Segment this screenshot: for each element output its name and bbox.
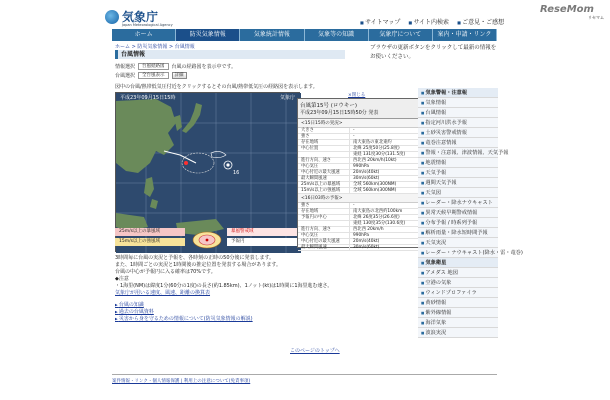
nav-about[interactable]: 気象庁について (369, 29, 433, 41)
map-agency: 気象庁 (279, 95, 295, 101)
body-line: ・1海里(NM)は緯度1分(60分の1度)の長さ(約1.85km)、1ノット(kt)は1時間に1海里進む速さ。 (115, 283, 333, 289)
legend-storm-25: 25m/s以上の暴風域 (115, 228, 185, 236)
conversion-table-link[interactable]: 気象庁が用いる速度、風速、距離の換算表 (115, 290, 211, 296)
popup-row-key (298, 152, 350, 157)
legend-typhoon-graphic (189, 226, 225, 250)
popup-header (298, 99, 430, 119)
body-line: また、1時間ごとの実況と1時間後の推定位置を発表する場合があります。 (115, 262, 281, 268)
storm-label: 16 (233, 170, 240, 176)
popup-row-key: 予報円の中心 (298, 215, 350, 220)
watermark (540, 4, 604, 21)
top-link-search[interactable]: ■ サイト内検索 (408, 17, 449, 26)
sidebar-item[interactable]: ■ 台風情報 (418, 108, 498, 118)
legend-forecast-circle: 予報円 (227, 238, 297, 246)
link-past-typhoon[interactable]: ▶ 過去の台風資料 (115, 309, 154, 315)
watermark-text: ReseMom (540, 4, 594, 15)
popup-row-key: 大きさ (298, 128, 350, 133)
typhoon-select-row (115, 72, 187, 79)
body-line: 3時間毎に台風の実況と予報を、各時刻の正時の50分後に発表します。 (115, 255, 275, 261)
popup-row (298, 245, 430, 251)
sidebar-item[interactable]: ■ 天気予報 (418, 168, 498, 178)
logo-name: 気象庁 (122, 10, 159, 24)
body-line: ◆注意 (115, 276, 129, 282)
info-select-row (115, 63, 236, 70)
page-title: 台風情報 (115, 50, 345, 59)
footer-links[interactable]: 案件情報・リンク・個人情報保護 | 利用上の注意について(免責事項) (112, 379, 251, 384)
popup-row-key: 強さ (298, 203, 350, 208)
sidebar-item[interactable]: ■ 天気図 (418, 188, 498, 198)
popup-row-value: 東経 131度30分(131.5度) (353, 152, 406, 157)
popup-row-value: 南大東島の北西約100km (353, 209, 403, 214)
popup-row-value: 東経 130度35分(130.6度) (353, 221, 406, 226)
popup-row-value: 西北西 20km/h (353, 227, 384, 232)
top-link-sitemap[interactable]: ■ サイトマップ (360, 17, 400, 26)
nav-home[interactable]: ホーム (112, 29, 176, 41)
popup-row-key: 中心付近の最大風速 (298, 239, 350, 244)
body-line: 台風の中心が予報円に入る確率は70%です。 (115, 269, 216, 275)
sidebar-item[interactable]: ■ 波浪実況 (418, 328, 498, 338)
popup-row-key: 進行方向、速さ (298, 158, 350, 163)
sidebar-item[interactable]: ■ 地震情報 (418, 158, 498, 168)
sidebar-menu (418, 88, 523, 338)
nav-links[interactable]: 案内・申請・リンク (433, 29, 497, 41)
popup-row-value: 南大東島の東北東約 (353, 140, 392, 145)
popup-row-value: 北緯 26度35分(26.6度) (353, 215, 400, 220)
popup-row-key: 存在地域 (298, 209, 350, 214)
sidebar-item[interactable]: ■ 気象衛星 (418, 258, 498, 268)
popup-section-current: <15日15時の実況> (298, 119, 430, 128)
sidebar-item[interactable]: ■ 紫外線情報 (418, 308, 498, 318)
popup-row-value: 990hPa (353, 233, 369, 238)
popup-row-value: 20m/s(40kt) (353, 239, 380, 244)
popup-row-key: 最大瞬間風速 (298, 176, 350, 181)
popup-row-value: 30m/s(60kt) (353, 245, 380, 250)
nav-statistics[interactable]: 気象統計情報 (240, 29, 304, 41)
typhoon-info-popup (297, 98, 431, 248)
sidebar-item[interactable]: ■ 空港の気象 (418, 278, 498, 288)
top-link-feedback[interactable]: ■ ご意見・ご感想 (457, 17, 504, 26)
detail-button[interactable]: 詳細 (172, 72, 187, 79)
sidebar-item[interactable]: ■ 海洋気象 (418, 318, 498, 328)
sidebar-item[interactable]: ■ 土砂災害警戒情報 (418, 128, 498, 138)
typhoon-select[interactable]: 全台風表示 (138, 72, 169, 79)
nav-disaster-info[interactable]: 防災気象情報 (176, 29, 240, 41)
sidebar-item[interactable]: ■ 気象警報・注意報 (418, 88, 498, 98)
popup-row-value: 北緯 25度50分(25.8度) (353, 146, 400, 151)
top-links (360, 17, 504, 26)
popup-row-value: 全域 560km(300NM) (353, 188, 397, 193)
typhoon-select-label: 台風選択 (115, 73, 136, 79)
sidebar-item[interactable]: ■ 竜巻注意情報 (418, 138, 498, 148)
sidebar-item[interactable]: ■ 警報・注意報、津波情報、天気予報 (418, 148, 498, 158)
breadcrumb[interactable]: ホーム > 防災気象情報 > 台風情報 (115, 44, 195, 50)
sidebar-item[interactable]: ■ 異常天候早期警戒情報 (418, 208, 498, 218)
popup-row-value: - (353, 134, 355, 139)
popup-row-value: 全域 560km(300NM) (353, 182, 397, 187)
watermark-sub: リセマム (588, 15, 604, 20)
link-disaster-info[interactable]: ▶ 災害から身を守るための情報について(防災気象情報の解説) (115, 316, 253, 322)
popup-row-key: 15m/s以上の強風域 (298, 188, 350, 193)
sidebar-item[interactable]: ■ 指定河川洪水予報 (418, 118, 498, 128)
sidebar-item[interactable]: ■ ウィンドプロファイラ (418, 288, 498, 298)
close-popup-link[interactable]: ×閉じる (348, 93, 366, 98)
info-select-label: 情報選択 (115, 64, 136, 70)
popup-title: 台風第15号 (ロウキー) (300, 103, 358, 109)
popup-row-key: 中心気圧 (298, 233, 350, 238)
popup-row-value: 西北西 20km/h(10kt) (353, 158, 397, 163)
popup-row-key: 中心気圧 (298, 164, 350, 169)
link-typhoon-knowledge[interactable]: ▶ 台風の知識 (115, 302, 144, 308)
popup-row-value: 20m/s(40kt) (353, 170, 380, 175)
popup-row-key: 25m/s以上の暴風域 (298, 182, 350, 187)
sidebar-item[interactable]: ■ アメダス 地図 (418, 268, 498, 278)
popup-issued: 平成23年09月15日15時50分 発表 (300, 110, 379, 116)
sidebar-item[interactable]: ■ レーダー・降水ナウキャスト (418, 198, 498, 208)
logo-sub: Japan Meteorological Agency (122, 23, 173, 27)
popup-row-key: 存在地域 (298, 140, 350, 145)
sidebar-item[interactable]: ■ 解析雨量・降水短時間予報 (418, 228, 498, 238)
popup-row-key: 中心位置 (298, 146, 350, 151)
sidebar-item[interactable]: ■ 天気実況 (418, 238, 498, 248)
popup-rows-forecast (298, 203, 430, 251)
popup-row-key (298, 221, 350, 226)
info-select-note: 台風の経路図を表示中です。 (171, 64, 237, 70)
sidebar-item[interactable]: ■ 黄砂情報 (418, 298, 498, 308)
refresh-note: ブラウザの更新ボタンをクリックして最新の情報をお使いください。 (370, 45, 497, 60)
map-description: 図中の台風/熱帯低気圧付近をクリックするとその台風/熱帯低気圧の経路図を表示します。 (115, 84, 318, 90)
page-top-link[interactable]: このページのトップへ (290, 348, 340, 354)
sidebar-item[interactable]: ■ 分布予報 / 時系列予報 (418, 218, 498, 228)
legend-storm-15: 15m/s以上の強風域 (115, 238, 185, 246)
popup-rows-current (298, 128, 430, 194)
sidebar-item[interactable]: ■ レーダー・ナウキャスト(降水・雷・竜巻) (418, 248, 498, 258)
popup-row-key: 進行方向、速さ (298, 227, 350, 232)
popup-row-key: 強さ (298, 134, 350, 139)
popup-row-value: 990hPa (353, 164, 369, 169)
legend-warning: 暴風警戒域 (227, 228, 297, 236)
popup-row-key: 中心付近の最大風速 (298, 170, 350, 175)
popup-row-value: - (353, 128, 355, 133)
jma-logo-icon (105, 10, 119, 24)
main-nav (112, 29, 497, 41)
popup-row-key: 最大瞬間風速 (298, 245, 350, 250)
body-text (115, 255, 345, 297)
popup-row-value: 30m/s(60kt) (353, 176, 380, 181)
popup-section-forecast: <16日03時の予報> (298, 194, 430, 203)
nav-knowledge[interactable]: 気象等の知識 (305, 29, 369, 41)
map-timestamp: 平成23年09月15日15時 (120, 95, 176, 101)
sidebar-item[interactable]: ■ 気象情報 (418, 98, 498, 108)
footer (112, 374, 497, 384)
related-links (115, 302, 253, 323)
map-legend (115, 226, 300, 252)
sidebar-item[interactable]: ■ 週間天気予報 (418, 178, 498, 188)
popup-row-value: - (353, 203, 355, 208)
info-select[interactable]: 台風経路図 (138, 63, 169, 70)
